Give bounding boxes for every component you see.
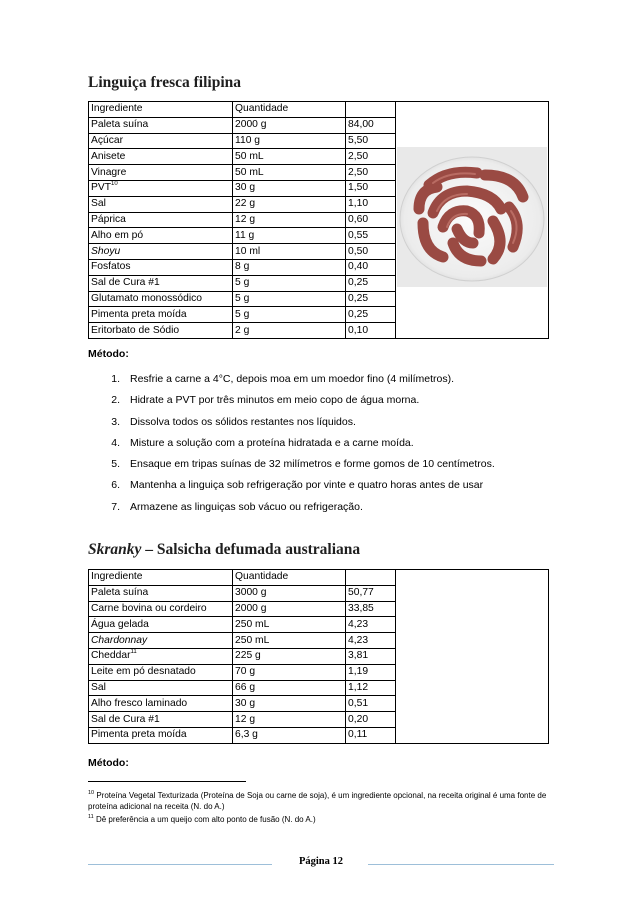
footnote-number: 11 (88, 814, 94, 820)
header-quantity: Quantidade (233, 102, 346, 118)
cell-percent: 50,77 (346, 585, 396, 601)
cell-percent: 2,50 (346, 149, 396, 165)
header-ingredient: Ingrediente (89, 570, 233, 586)
method-label-skranky: Método: (88, 757, 129, 769)
cell-percent: 0,50 (346, 244, 396, 260)
footer-rule-right (368, 864, 554, 865)
cell-percent: 1,12 (346, 680, 396, 696)
cell-quantity: 66 g (233, 680, 346, 696)
cell-percent: 33,85 (346, 601, 396, 617)
footnote-number: 10 (88, 790, 95, 796)
cell-quantity: 22 g (233, 196, 346, 212)
cell-ingredient: Alho fresco laminado (89, 696, 233, 712)
list-item (88, 478, 558, 499)
footnote-10 (88, 790, 558, 812)
cell-ingredient: Paleta suína (89, 117, 233, 133)
cell-ingredient: Páprica (89, 212, 233, 228)
method-steps (88, 372, 558, 521)
cell-quantity: 110 g (233, 133, 346, 149)
cell-ingredient: Paleta suína (89, 585, 233, 601)
cell-quantity: 2000 g (233, 117, 346, 133)
cell-quantity: 50 mL (233, 149, 346, 165)
sausage-plate-image (397, 147, 547, 287)
cell-ingredient: Anisete (89, 149, 233, 165)
cell-percent: 0,25 (346, 307, 396, 323)
ingredients-table (88, 101, 549, 339)
cell-ingredient: Sal (89, 196, 233, 212)
footnote-ref: 10 (111, 181, 118, 188)
cell-percent: 1,19 (346, 664, 396, 680)
cell-ingredient: Pimenta preta moída (89, 307, 233, 323)
header-percent (346, 102, 396, 118)
footnotes (88, 790, 558, 827)
cell-ingredient: Vinagre (89, 165, 233, 181)
footnote-11 (88, 814, 558, 825)
cell-quantity: 11 g (233, 228, 346, 244)
cell-percent: 4,23 (346, 633, 396, 649)
cell-quantity: 2 g (233, 323, 346, 339)
cell-percent: 84,00 (346, 117, 396, 133)
cell-quantity: 50 mL (233, 165, 346, 181)
method-label: Método: (88, 348, 129, 360)
cell-percent: 1,50 (346, 180, 396, 196)
cell-quantity: 225 g (233, 648, 346, 664)
step-text: Misture a solução com a proteína hidratada e a carne moída. (130, 436, 414, 449)
cheddar-label: Cheddar (91, 650, 131, 662)
footnote-separator (88, 781, 246, 782)
cell-quantity: 250 mL (233, 617, 346, 633)
page-number: Página 12 (298, 856, 344, 867)
step-number: 1. (111, 373, 120, 385)
step-number: 6. (111, 479, 120, 492)
step-text: Dissolva todos os sólidos restantes nos líquidos. (130, 415, 356, 428)
header-quantity: Quantidade (233, 570, 346, 586)
cell-quantity: 10 ml (233, 244, 346, 260)
step-number: 3. (111, 415, 120, 428)
list-item (88, 415, 558, 436)
cell-ingredient: Glutamato monossódico (89, 291, 233, 307)
cell-ingredient: Pimenta preta moída (89, 727, 233, 743)
cell-quantity: 70 g (233, 664, 346, 680)
cell-ingredient: Sal (89, 680, 233, 696)
cell-percent: 2,50 (346, 165, 396, 181)
cell-ingredient: Eritorbato de Sódio (89, 323, 233, 339)
cell-percent: 0,60 (346, 212, 396, 228)
cell-ingredient: Chardonnay (89, 633, 233, 649)
cell-quantity: 2000 g (233, 601, 346, 617)
sausage-photo-cell (396, 102, 549, 339)
table-header-row (89, 570, 549, 586)
step-number: 2. (111, 394, 120, 407)
footnote-text: Dê preferência a um queijo com alto ponto de fusão (N. do A.) (93, 815, 316, 824)
cell-quantity: 6,3 g (233, 727, 346, 743)
cell-ingredient: Shoyu (89, 244, 233, 260)
cell-ingredient (89, 648, 233, 664)
cell-percent: 1,10 (346, 196, 396, 212)
cell-quantity: 30 g (233, 180, 346, 196)
cell-ingredient: Sal de Cura #1 (89, 712, 233, 728)
cell-ingredient: Sal de Cura #1 (89, 275, 233, 291)
step-text: Armazene as linguiças sob vácuo ou refrigeração. (130, 500, 363, 513)
recipe-title: Linguiça fresca filipina (88, 74, 242, 91)
cell-quantity: 5 g (233, 291, 346, 307)
cell-percent: 0,51 (346, 696, 396, 712)
footnote-text: Proteína Vegetal Texturizada (Proteína de Soja ou carne de soja), é um ingrediente opcional, na receita original é uma fonte de proteína adicional na receita (N. do A.) (88, 791, 547, 811)
cell-percent: 0,10 (346, 323, 396, 339)
cell-ingredient: Açúcar (89, 133, 233, 149)
list-item (88, 393, 558, 414)
list-item (88, 500, 558, 521)
header-ingredient: Ingrediente (89, 102, 233, 118)
cell-ingredient: Água gelada (89, 617, 233, 633)
pvt-label: PVT (91, 182, 112, 194)
header-percent (346, 570, 396, 586)
step-number: 7. (111, 500, 120, 513)
cell-ingredient: Fosfatos (89, 259, 233, 275)
step-number: 5. (111, 458, 120, 471)
list-item (88, 457, 558, 478)
cell-quantity: 30 g (233, 696, 346, 712)
cell-quantity: 12 g (233, 712, 346, 728)
ingredients-table-skranky (88, 569, 549, 744)
cell-percent: 0,55 (346, 228, 396, 244)
cell-ingredient: Carne bovina ou cordeiro (89, 601, 233, 617)
step-number: 4. (111, 436, 120, 449)
cell-ingredient (89, 180, 233, 196)
page-footer (88, 856, 554, 872)
title-rest: – Salsicha defumada australiana (141, 541, 361, 558)
recipe-title-skranky (88, 541, 360, 559)
cell-ingredient: Alho em pó (89, 228, 233, 244)
step-text: Resfrie a carne a 4°C, depois moa em um moedor fino (4 milímetros). (130, 373, 454, 385)
cell-quantity: 8 g (233, 259, 346, 275)
cell-quantity: 5 g (233, 307, 346, 323)
cell-percent: 3,81 (346, 648, 396, 664)
step-text: Hidrate a PVT por três minutos em meio copo de água morna. (130, 394, 420, 407)
cell-percent: 4,23 (346, 617, 396, 633)
cell-percent: 0,25 (346, 275, 396, 291)
list-item (88, 436, 558, 457)
title-italic-part: Skranky (88, 541, 142, 558)
cell-percent: 0,11 (346, 727, 396, 743)
step-text: Mantenha a linguiça sob refrigeração por vinte e quatro horas antes de usar (130, 479, 484, 492)
list-item (88, 372, 558, 393)
step-text: Ensaque em tripas suínas de 32 milímetros e forme gomos de 10 centímetros. (130, 458, 495, 471)
cell-quantity: 250 mL (233, 633, 346, 649)
footnote-ref: 11 (130, 649, 137, 656)
cell-quantity: 12 g (233, 212, 346, 228)
cell-percent: 0,40 (346, 259, 396, 275)
cell-quantity: 5 g (233, 275, 346, 291)
cell-percent: 5,50 (346, 133, 396, 149)
table-header-row (89, 102, 549, 118)
cell-quantity: 3000 g (233, 585, 346, 601)
cell-ingredient: Leite em pó desnatado (89, 664, 233, 680)
empty-image-cell (396, 570, 549, 744)
cell-percent: 0,20 (346, 712, 396, 728)
cell-percent: 0,25 (346, 291, 396, 307)
